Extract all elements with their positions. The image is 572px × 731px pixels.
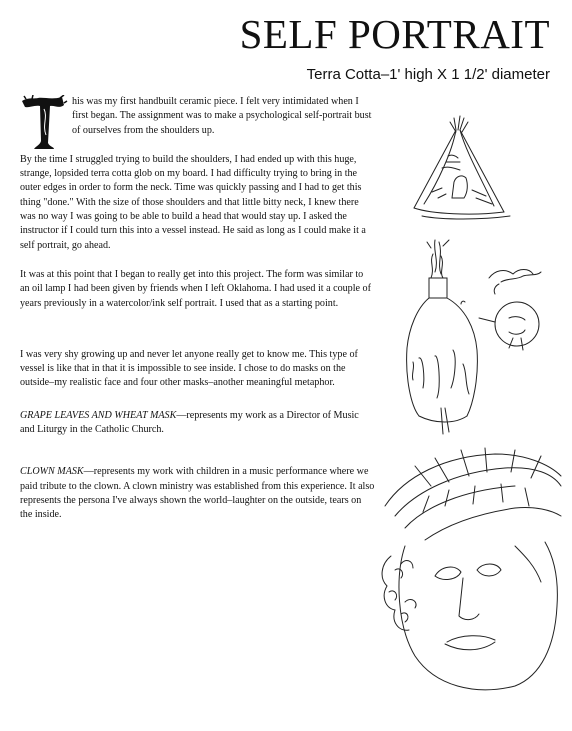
body-text (20, 95, 375, 523)
page-title: SELF PORTRAIT (239, 11, 550, 57)
paragraph-1-text: his was my first handbuilt ceramic piece. I felt very intimidated when I first began. The assignment was to make a psychological self-portrait bust of ourselves from the shoulders up. (72, 96, 372, 136)
paragraph-4: I was very shy growing up and never let anyone really get to know me. This type of vessel is like that in that it is impossible to see inside. I chose to do masks on the outside–my realistic face and four other masks–another meaningful metaphor. (20, 348, 358, 389)
clown-mask-text: —represents my work with children in a music performance where we paid tribute to the clown. A clown ministry was established from this experience. It also represents the persona I've always shown the world–laughter on the outside, tears on the inside. (20, 466, 375, 521)
paragraph-5 (20, 409, 375, 438)
grape-mask-label: GRAPE LEAVES AND WHEAT MASK (20, 409, 177, 421)
page-subtitle: Terra Cotta–1' high X 1 1/2' diameter (306, 66, 550, 83)
paragraph-1 (20, 95, 375, 138)
vessel-sketch (405, 238, 560, 443)
paragraph-3: It was at this point that I began to really get into this project. The form was similar to an oil lamp I had been given by friends when I left Oklahoma. I had used it a couple of years previously in a watercolor/ink self portrait. I used that as a starting point. (20, 268, 371, 309)
clown-mask-label: CLOWN MASK (20, 466, 84, 478)
tipi-sketch (402, 112, 522, 222)
face-sketch (365, 446, 565, 718)
grape-mask-text: —represents my work as a Director of Music and Liturgy in the Catholic Church. (20, 409, 359, 436)
dropcap-letter (20, 95, 68, 151)
paragraph-2: By the time I struggled trying to build the shoulders, I had ended up with this huge, strange, lopsided terra cotta glob on my board. I had difficulty trying to bring in the outer edges in order to form the neck. Time was quickly passing and I had to get this thing "done." With the size of those shoulders and that little bitty neck, I knew there was no way I was going to be able to build a head that would stay up. I asked the instructor if I could turn this into a vessel instead. He said as long as I could make it a self portrait, go ahead. (20, 153, 366, 251)
paragraph-6 (20, 465, 375, 522)
